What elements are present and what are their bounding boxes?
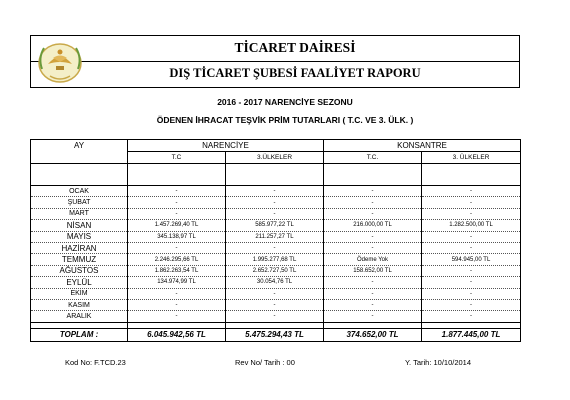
month-cell: OCAK — [31, 186, 128, 197]
narenciye-tc-cell: 345.138,97 TL — [128, 231, 226, 242]
konsantre-tc-cell: 216.000,00 TL — [324, 220, 422, 231]
narenciye-tc-cell: 1.457.269,40 TL — [128, 220, 226, 231]
blank-row — [31, 164, 521, 186]
table-row — [31, 254, 521, 265]
konsantre-3ulke-header: 3. ÜLKELER — [422, 152, 521, 164]
narenciye-3ulke-cell: 1.995.277,68 TL — [226, 254, 324, 265]
konsantre-3ulke-cell: - — [422, 197, 521, 208]
month-cell: MAYIS — [31, 231, 128, 242]
konsantre-tc-cell: - — [324, 231, 422, 242]
konsantre-3ulke-cell: 594.945,00 TL — [422, 254, 521, 265]
table-row — [31, 208, 521, 219]
konsantre-3ulke-cell: - — [422, 299, 521, 310]
konsantre-group-header: KONSANTRE — [324, 140, 521, 152]
table-header-row — [31, 140, 521, 152]
narenciye-tc-cell: 134.974,99 TL — [128, 277, 226, 288]
blank-cell — [422, 164, 521, 186]
narenciye-3ulke-cell: - — [226, 208, 324, 219]
report-title: DIŞ TİCARET ŞUBESİ FAALİYET RAPORU — [169, 66, 421, 80]
season-heading: 2016 - 2017 NARENCİYE SEZONU — [217, 97, 353, 107]
narenciye-tc-cell: - — [128, 299, 226, 310]
table-subheader-row — [31, 152, 521, 164]
blank-cell — [128, 164, 226, 186]
konsantre-3ulke-cell: - — [422, 186, 521, 197]
konsantre-tc-cell: - — [324, 311, 422, 322]
narenciye-3ulke-header: 3.ÜLKELER — [226, 152, 324, 164]
table-row — [31, 186, 521, 197]
month-cell: AĞUSTOS — [31, 265, 128, 276]
konsantre-3ulke-cell: - — [422, 208, 521, 219]
narenciye-3ulke-cell: - — [226, 288, 324, 299]
narenciye-tc-cell: 2.246.295,66 TL — [128, 254, 226, 265]
konsantre-tc-header: T.C. — [324, 152, 422, 164]
cyprus-emblem-icon — [30, 36, 90, 88]
total-label: TOPLAM : — [31, 328, 128, 341]
konsantre-tc-cell: Ödeme Yok — [324, 254, 422, 265]
header-box — [30, 35, 520, 88]
month-cell: KASIM — [31, 299, 128, 310]
month-subheader-blank — [31, 152, 128, 164]
narenciye-tc-cell: - — [128, 242, 226, 253]
table-row — [31, 220, 521, 231]
table-row — [31, 197, 521, 208]
konsantre-3ulke-cell: - — [422, 242, 521, 253]
konsantre-3ulke-cell: - — [422, 231, 521, 242]
narenciye-tc-cell: - — [128, 197, 226, 208]
blank-cell — [31, 164, 128, 186]
narenciye-tc-header: T.C — [128, 152, 226, 164]
table-row — [31, 288, 521, 299]
month-column-header: AY — [31, 140, 128, 152]
total-row — [31, 328, 521, 341]
narenciye-3ulke-cell: 211.257,27 TL — [226, 231, 324, 242]
month-cell: EYLÜL — [31, 277, 128, 288]
month-cell: NİSAN — [31, 220, 128, 231]
konsantre-tc-cell: - — [324, 288, 422, 299]
konsantre-tc-cell: - — [324, 208, 422, 219]
table-row — [31, 231, 521, 242]
konsantre-3ulke-cell: - — [422, 311, 521, 322]
export-premium-table — [30, 139, 521, 342]
narenciye-3ulke-cell: - — [226, 311, 324, 322]
table-row — [31, 277, 521, 288]
month-cell: EKİM — [31, 288, 128, 299]
konsantre-3ulke-cell: 1.282.500,00 TL — [422, 220, 521, 231]
narenciye-3ulke-cell: 2.652.727,50 TL — [226, 265, 324, 276]
blank-cell — [226, 164, 324, 186]
revision-info: Rev No/ Tarih : 00 — [235, 358, 295, 367]
total-narenciye-tc: 6.045.942,56 TL — [128, 328, 226, 341]
konsantre-3ulke-cell: - — [422, 277, 521, 288]
total-narenciye-3ulke: 5.475.294,43 TL — [226, 328, 324, 341]
table-heading: ÖDENEN İHRACAT TEŞVİK PRİM TUTARLARI ( T.C. VE 3. ÜLK. ) — [156, 115, 414, 125]
konsantre-tc-cell: - — [324, 197, 422, 208]
blank-cell — [324, 164, 422, 186]
konsantre-tc-cell: 158.652,00 TL — [324, 265, 422, 276]
konsantre-3ulke-cell: - — [422, 288, 521, 299]
form-code: Kod No: F.TCD.23 — [65, 358, 126, 367]
konsantre-tc-cell: - — [324, 299, 422, 310]
narenciye-tc-cell: - — [128, 288, 226, 299]
narenciye-3ulke-cell: - — [226, 299, 324, 310]
narenciye-tc-cell: - — [128, 208, 226, 219]
narenciye-3ulke-cell: - — [226, 242, 324, 253]
table-row — [31, 265, 521, 276]
narenciye-3ulke-cell: - — [226, 186, 324, 197]
narenciye-3ulke-cell: - — [226, 197, 324, 208]
narenciye-tc-cell: 1.862.263,54 TL — [128, 265, 226, 276]
konsantre-tc-cell: - — [324, 186, 422, 197]
konsantre-tc-cell: - — [324, 242, 422, 253]
month-cell: TEMMUZ — [31, 254, 128, 265]
narenciye-3ulke-cell: 30.054,76 TL — [226, 277, 324, 288]
month-cell: MART — [31, 208, 128, 219]
month-cell: ŞUBAT — [31, 197, 128, 208]
konsantre-3ulke-cell: - — [422, 265, 521, 276]
department-title: TİCARET DAİRESİ — [234, 40, 356, 55]
narenciye-group-header: NARENCİYE — [128, 140, 324, 152]
table-row — [31, 242, 521, 253]
total-konsantre-tc: 374.652,00 TL — [324, 328, 422, 341]
table-row — [31, 311, 521, 322]
publish-date: Y. Tarih: 10/10/2014 — [405, 358, 472, 367]
total-konsantre-3ulke: 1.877.445,00 TL — [422, 328, 521, 341]
narenciye-tc-cell: - — [128, 186, 226, 197]
month-cell: HAZİRAN — [31, 242, 128, 253]
narenciye-tc-cell: - — [128, 311, 226, 322]
table-row — [31, 299, 521, 310]
month-cell: ARALIK — [31, 311, 128, 322]
header-divider — [31, 61, 519, 62]
narenciye-3ulke-cell: 585.977,22 TL — [226, 220, 324, 231]
konsantre-tc-cell: - — [324, 277, 422, 288]
